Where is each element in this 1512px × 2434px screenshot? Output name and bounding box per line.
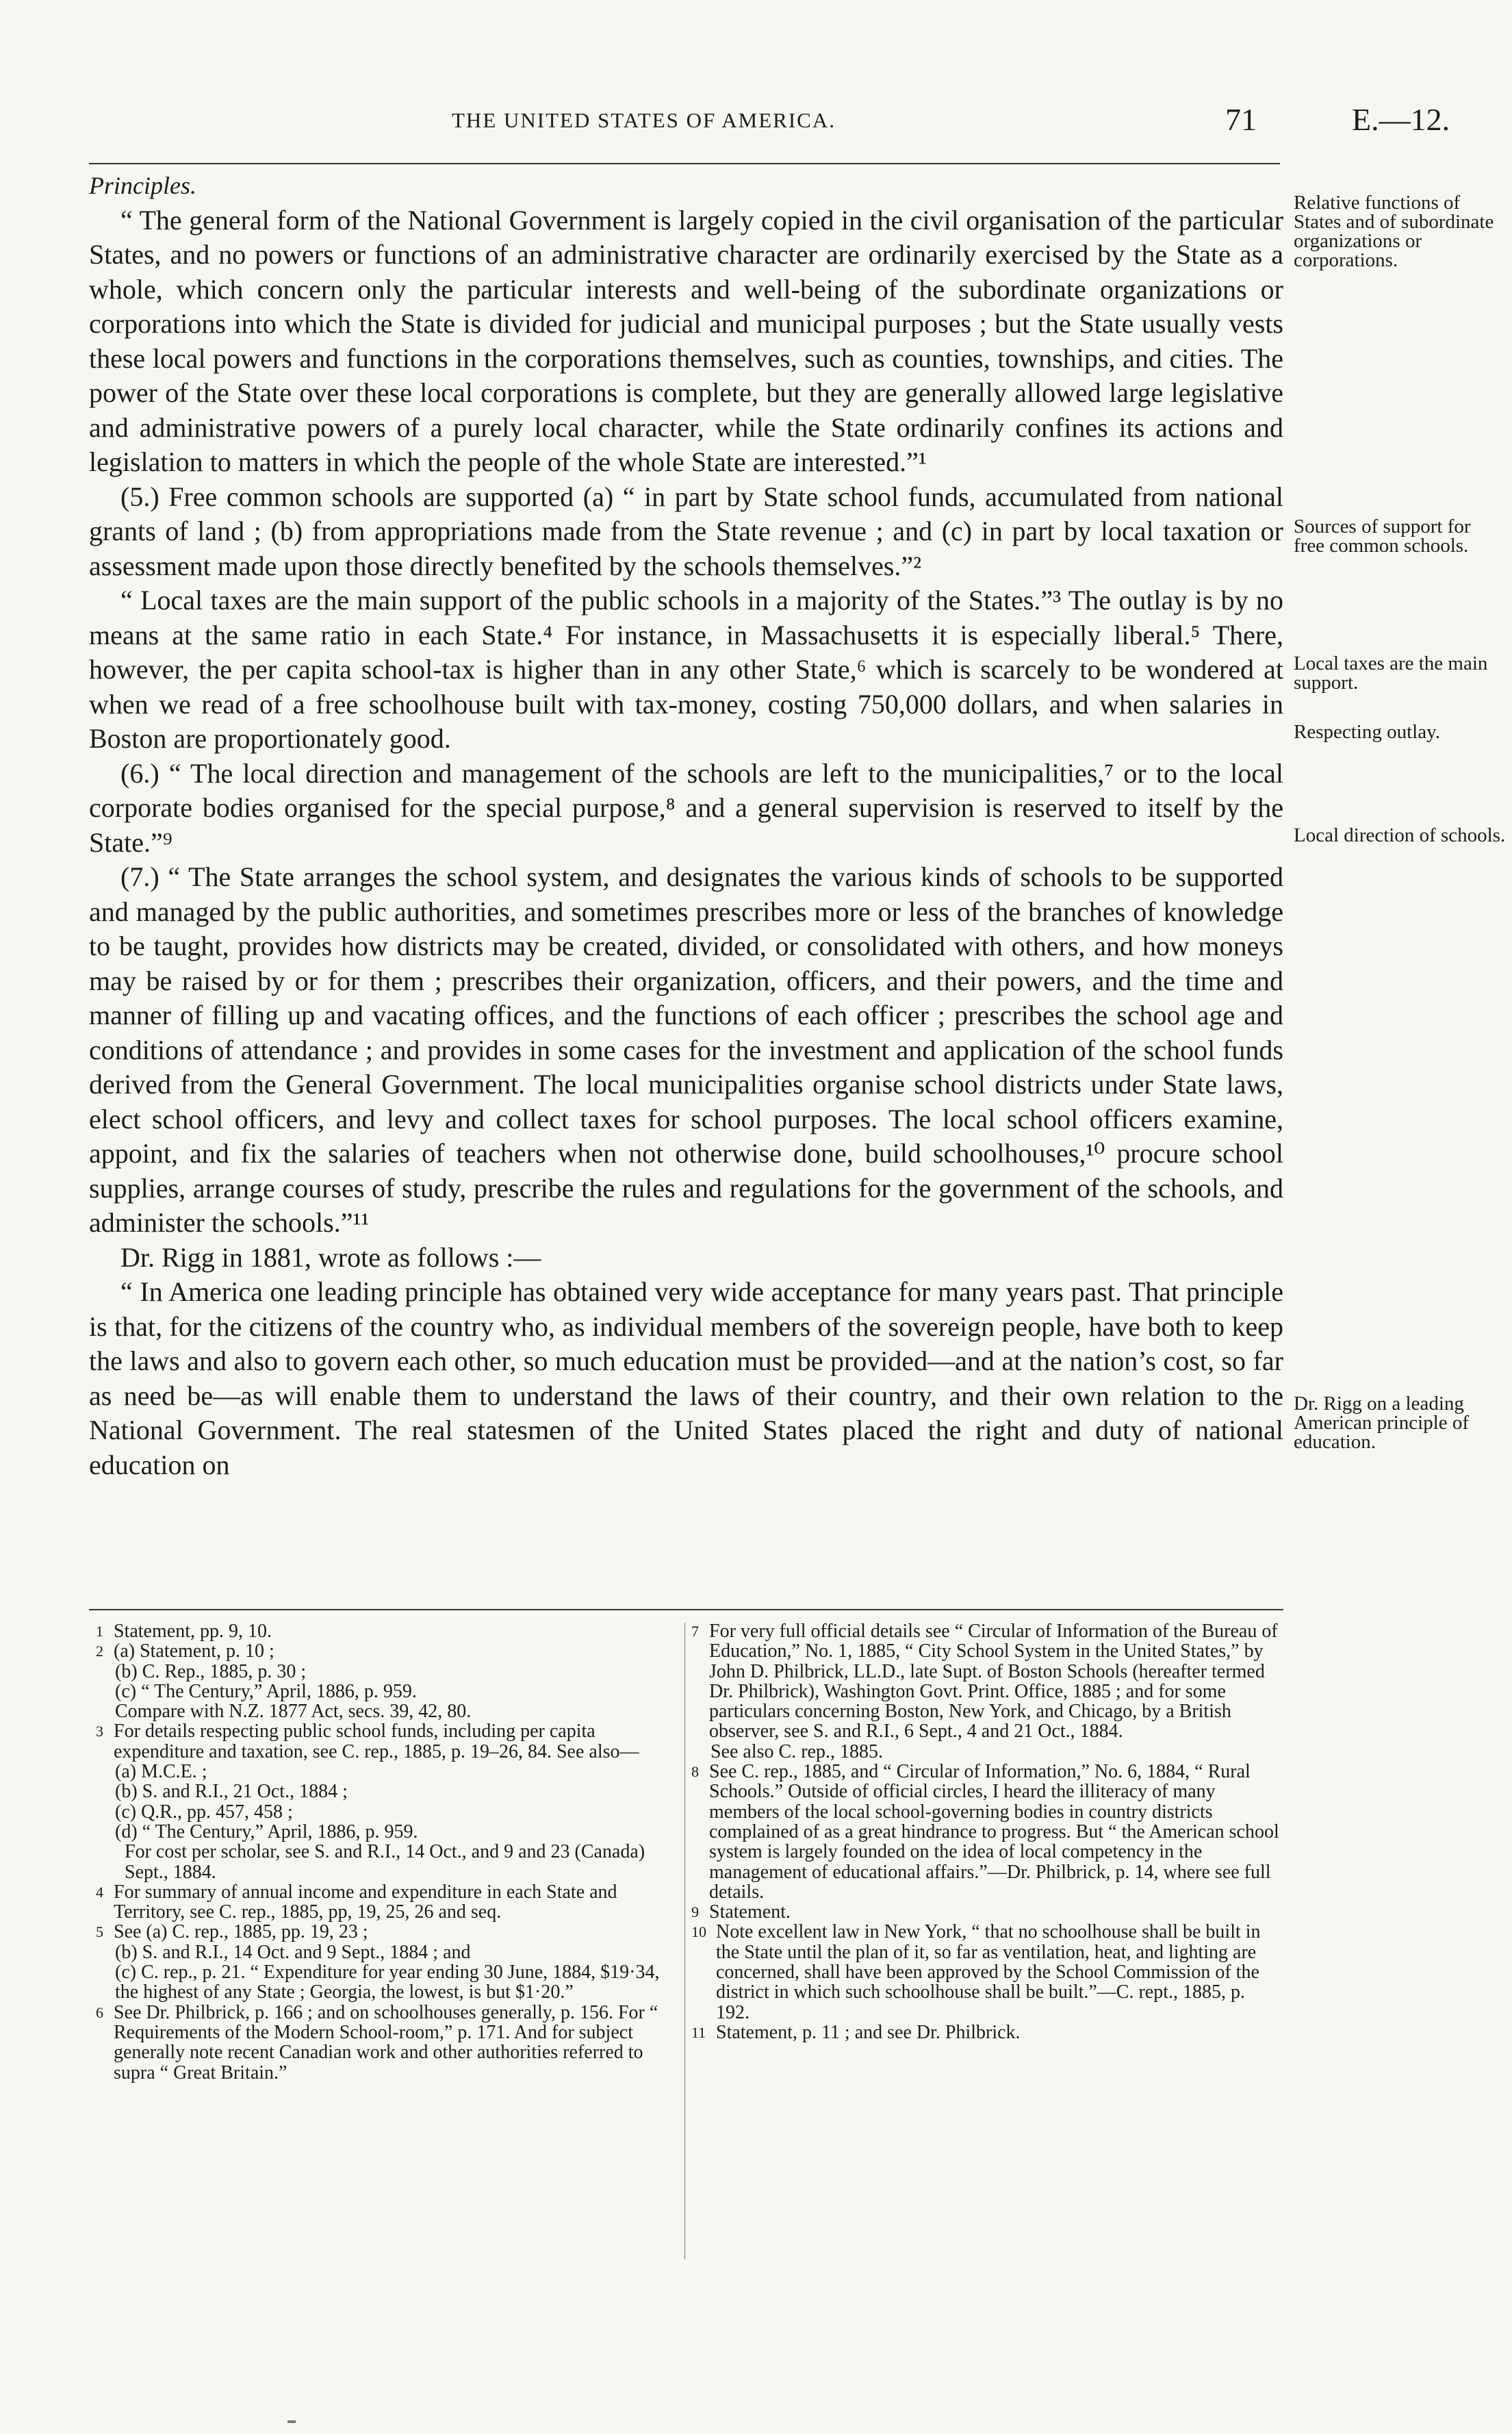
footnote: 9 Statement. (691, 1901, 791, 1923)
footnote-column-divider (684, 1623, 685, 2259)
page-number: 71 (1225, 102, 1257, 137)
footnotes-right (691, 1621, 1280, 2042)
series-number: E.—12. (1352, 102, 1450, 137)
footnote: 7 For very full official details see “ Circular of Information of the Bureau of Education,” No. 1, 1885, “ City School System in the United States,” by John D. Philbrick, LL.D., late Supt. of Boston Schools (hereafter termed Dr. Philbrick), Washington Govt. Print. Office, 1885 ; and for some particulars concerning Boston, New York, and Chicago, by a British observer, see S. and R.I., 6 Sept., 4 and 21 Oct., 1884. See also C. rep., 1885. (691, 1621, 1278, 1762)
footnote-rule (89, 1609, 1283, 1610)
footnote: 4 For summary of annual income and expenditure in each State and Territory, see C. rep., 1885, pp, 19, 25, 26 and seq. (96, 1881, 617, 1923)
footnote: 6 See Dr. Philbrick, p. 166 ; and on schoolhouses generally, p. 156. For “ Requirements of the Modern School-room,” p. 171. And for subject generally note recent Canadian work and other authorities referred to supra “ Great Britain.” (96, 2001, 658, 2083)
margin-note: Dr. Rigg on a leading American principle of education. (1294, 1393, 1470, 1453)
footnote: 1 Statement, pp. 9, 10. (96, 1621, 272, 1642)
paragraph: (5.) Free common schools are supported (a) “ in part by State school funds, accumulated from national grants of land ; (b) from appropriations made from the State revenue ; and (c) in part by local taxation or assessment made upon those directly benefited by the schools themselves.”² (89, 481, 1283, 581)
margin-note: Local taxes are the main support. (1294, 652, 1488, 694)
margin-note: Local direction of schools. (1294, 824, 1506, 846)
footnote: 8 See C. rep., 1885, and “ Circular of Information,” No. 6, 1884, “ Rural Schools.” Outside of official circles, I heard the illiteracy of many members of the local school-governing bodies in country districts complained of as a great hindrance to progress. But “ the American school system is largely founded on the idea of local competency in the management of educational affairs.”—Dr. Philbrick, p. 14, where see full details. (691, 1761, 1279, 1903)
margin-note: Respecting outlay. (1294, 721, 1440, 743)
footnote: 5 See (a) C. rep., 1885, pp. 19, 23 ; (b) S. and R.I., 14 Oct. and 9 Sept., 1884 ; and (c) C. rep., p. 21. “ Expenditure for year ending 30 June, 1884, $19·34, the highest of any State ; Georgia, the lowest, is but $1·20.” (96, 1921, 660, 2003)
running-header (0, 101, 1512, 142)
body-text (89, 168, 1283, 1482)
paragraph: Dr. Rigg in 1881, wrote as follows :— (120, 1241, 541, 1273)
paragraph: (6.) “ The local direction and management of the schools are left to the municipalities,⁷ or to the local corporate bodies organised for the special purpose,⁸ and a general supervision is reserved to itself by the State.”⁹ (89, 757, 1283, 858)
footnote: 10 Note excellent law in New York, “ that no schoolhouse shall be built in the State until the plan of it, so far as ventilation, heat, and lighting are concerned, shall have been approved by the School Commission of the district in which such schoolhouse shall be built.”—C. rept., 1885, p. 192. (691, 1921, 1261, 2023)
paragraph: “ In America one leading principle has obtained very wide acceptance for many years past. That principle is that, for the citizens of the country who, as individual members of the sovereign people, have both to keep the laws and also to govern each other, so much education must be provided—and at the nation’s cost, so far as need be—as will enable them to understand the laws of their country, and their own relation to the National Government. The real statesmen of the United States placed the right and duty of national education on (89, 1276, 1283, 1480)
footnote: 2 (a) Statement, p. 10 ; (b) C. Rep., 1885, p. 30 ; (c) “ The Century,” April, 1886, p. 959. Compare with N.Z. 1877 Act, secs. 39, 42, 80. (96, 1640, 472, 1723)
header-rule (89, 163, 1280, 164)
print-mark (287, 2420, 296, 2423)
footnotes-left (96, 1621, 684, 2083)
paragraph: “ The general form of the National Government is largely copied in the civil organisation of the particular States, and no powers or functions of an administrative character are ordinarily exercised by the State as a whole, which concern only the particular interests and well-being of the subordinate organizations or corporations into which the State is divided for judicial and municipal purposes ; but the State usually vests these local powers and functions in the corporations themselves, such as counties, townships, and cities. The power of the State over these local corporations is complete, but they are generally allowed large legislative and administrative powers of a purely local character, while the State ordinarily confines its actions and legislation to matters in which the people of the whole State are interested.”¹ (89, 204, 1283, 477)
margin-note: Sources of support for free common schools. (1294, 516, 1471, 557)
paragraph: “ Local taxes are the main support of the public schools in a majority of the States.”³ The outlay is by no means at the same ratio in each State.⁴ For instance, in Massachusetts it is especially liberal.⁵ There, however, the per capita school-tax is higher than in any other State,⁶ which is scarcely to be wondered at when we read of a free schoolhouse built with tax-money, costing 750,000 dollars, and when salaries in Boston are proportionately good. (89, 585, 1283, 754)
running-title: THE UNITED STATES OF AMERICA. (452, 108, 836, 132)
footnote: 3 For details respecting public school funds, including per capita expenditure and taxation, see C. rep., 1885, p. 19–26, 84. See also— (a) M.C.E. ; (b) S. and R.I., 21 Oct., 1884 ; (c) Q.R., pp. 457, 458 ; (d) “ The Century,” April, 1886, p. 959. For cost per scholar, see S. and R.I., 14 Oct., and 9 and 23 (Canada) Sept., 1884. (96, 1721, 645, 1883)
section-heading: Principles. (89, 172, 196, 199)
paragraph: (7.) “ The State arranges the school system, and designates the various kinds of schools to be supported and managed by the public authorities, and sometimes prescribes more or less of the branches of knowledge to be taught, provides how districts may be created, divided, or consolidated with others, and how moneys may be raised by or for them ; prescribes their organization, officers, and their powers, and the time and manner of filling up and vacating offices, and the functions of each officer ; prescribes the school age and conditions of attendance ; and provides in some cases for the investment and application of the school funds derived from the General Government. The local municipalities organise school districts under State laws, elect school officers, and levy and collect taxes for school purposes. The local school officers examine, appoint, and fix the salaries of teachers when not otherwise done, build schoolhouses,¹⁰ procure school supplies, arrange courses of study, prescribe the rules and regulations for the government of the schools, and administer the schools.”¹¹ (89, 861, 1283, 1238)
footnote: 11 Statement, p. 11 ; and see Dr. Philbrick. (691, 2021, 1021, 2043)
margin-note: Relative functions of States and of subordinate organizations or corporations. (1294, 192, 1494, 271)
